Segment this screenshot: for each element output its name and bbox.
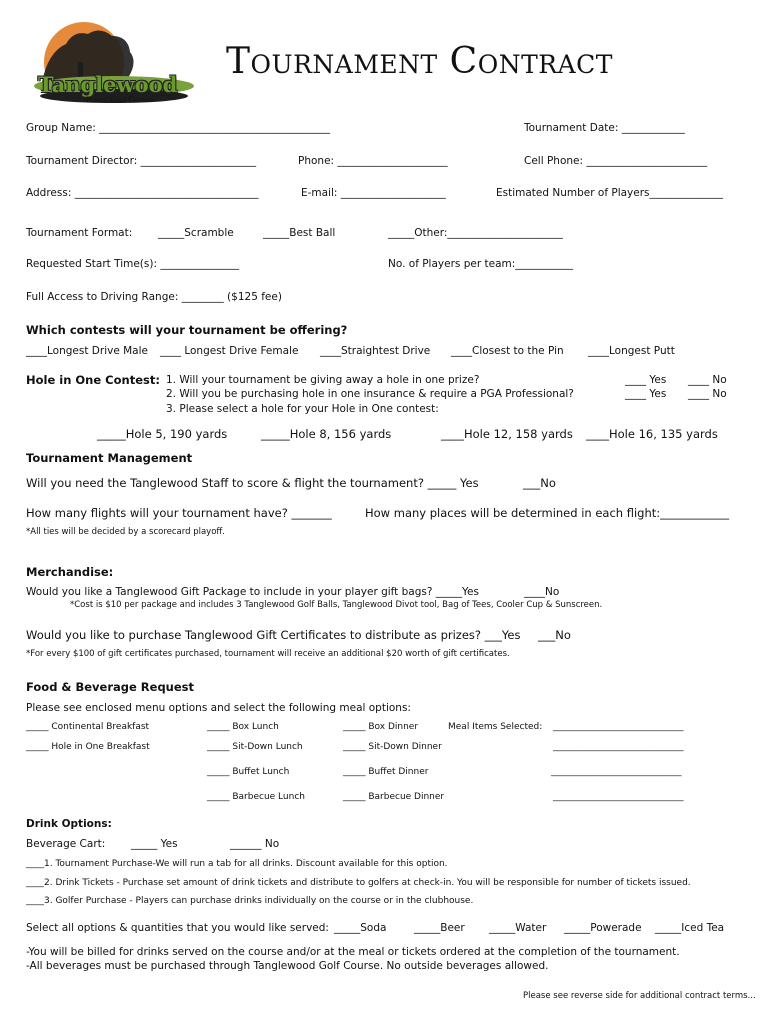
- hole-16-option[interactable]: ____Hole 16, 135 yards: [586, 427, 718, 441]
- driving-range-field[interactable]: Full Access to Driving Range: ________ ($125 fee): [26, 291, 282, 303]
- meal-continental-breakfast[interactable]: _____ Continental Breakfast: [26, 722, 150, 732]
- address-field[interactable]: Address: ___________________________________: [26, 187, 259, 199]
- drink-iced-tea-option[interactable]: _____Iced Tea: [655, 922, 725, 934]
- footer-note: Please see reverse side for additional contract terms...: [523, 991, 756, 1001]
- billing-note-1: -You will be billed for drinks served on the course and/or at the meal or tickets ordered at the completion of the tournament.: [26, 946, 680, 958]
- hio-question-3: 3. Please select a hole for your Hole in One contest:: [166, 403, 439, 415]
- drink-option-3[interactable]: ____3. Golfer Purchase - Players can purchase drinks individually on the course or in the clubhouse.: [26, 896, 474, 906]
- format-other-option[interactable]: _____Other:______________________: [388, 227, 563, 239]
- email-field[interactable]: E-mail: ____________________: [301, 187, 446, 199]
- players-per-team-field[interactable]: No. of Players per team:___________: [388, 258, 574, 270]
- hio-q1-no[interactable]: ____ No: [688, 374, 727, 386]
- meal-buffet-dinner[interactable]: _____ Buffet Dinner: [343, 767, 429, 777]
- gift-package-question[interactable]: Would you like a Tanglewood Gift Package to include in your player gift bags? _____Yes: [26, 586, 479, 598]
- hio-q2-no[interactable]: ____ No: [688, 388, 727, 400]
- hio-question-1: 1. Will your tournament be giving away a hole in one prize?: [166, 374, 480, 386]
- drink-options-heading: Drink Options:: [26, 818, 112, 830]
- staff-scoring-question[interactable]: Will you need the Tanglewood Staff to score & flight the tournament? _____ Yes: [26, 476, 479, 490]
- ties-note: *All ties will be decided by a scorecard playoff.: [26, 527, 225, 537]
- hio-q2-yes[interactable]: ____ Yes: [625, 388, 667, 400]
- hio-question-2: 2. Will you be purchasing hole in one insurance & require a PGA Professional?: [166, 388, 574, 400]
- contest-closest-pin[interactable]: ____Closest to the Pin: [451, 345, 564, 357]
- meal-items-label: Meal Items Selected:: [448, 722, 543, 732]
- tournament-date-field[interactable]: Tournament Date: ____________: [524, 122, 685, 134]
- beverage-cart-yes[interactable]: _____ Yes: [131, 838, 178, 850]
- meal-items-line-4[interactable]: _____________________________: [553, 792, 684, 802]
- contest-straightest-drive[interactable]: ____Straightest Drive: [320, 345, 431, 357]
- meal-items-line-2[interactable]: _____________________________: [553, 742, 684, 752]
- gift-certificate-no[interactable]: ___No: [538, 628, 571, 642]
- drink-option-1[interactable]: ____1. Tournament Purchase-We will run a tab for all drinks. Discount available for this option.: [26, 859, 448, 869]
- drink-water-option[interactable]: _____Water: [489, 922, 547, 934]
- beverage-cart-label: Beverage Cart:: [26, 838, 106, 850]
- meal-hole-in-one-breakfast[interactable]: _____ Hole in One Breakfast: [26, 742, 150, 752]
- drink-select-label: Select all options & quantities that you would like served:: [26, 922, 329, 934]
- drink-beer-option[interactable]: _____Beer: [414, 922, 465, 934]
- phone-field[interactable]: Phone: _____________________: [298, 155, 448, 167]
- cell-phone-field[interactable]: Cell Phone: _______________________: [524, 155, 708, 167]
- tournament-format-label: Tournament Format:: [26, 227, 133, 239]
- flights-question[interactable]: How many flights will your tournament have? _______: [26, 506, 332, 520]
- page-title: Tournament Contract: [226, 41, 613, 82]
- meal-barbecue-dinner[interactable]: _____ Barbecue Dinner: [343, 792, 445, 802]
- meal-buffet-lunch[interactable]: _____ Buffet Lunch: [207, 767, 290, 777]
- hole-12-option[interactable]: ____Hole 12, 158 yards: [441, 427, 573, 441]
- hole-8-option[interactable]: _____Hole 8, 156 yards: [261, 427, 392, 441]
- format-best-ball-option[interactable]: _____Best Ball: [263, 227, 336, 239]
- billing-note-2: -All beverages must be purchased through Tanglewood Golf Course. No outside beverages allowed.: [26, 960, 549, 972]
- drink-soda-option[interactable]: _____Soda: [334, 922, 387, 934]
- hole-in-one-label: Hole in One Contest:: [26, 373, 160, 387]
- drink-option-2[interactable]: ____2. Drink Tickets - Purchase set amount of drink tickets and distribute to golfers at check-in. You will be responsible for number of tickets issued.: [26, 878, 691, 888]
- gift-package-cost-note: *Cost is $10 per package and includes 3 Tanglewood Golf Balls, Tanglewood Divot tool, Bag of Tees, Cooler Cup & Sunscreen.: [70, 600, 603, 610]
- tournament-director-field[interactable]: Tournament Director: ______________________: [26, 155, 257, 167]
- food-beverage-heading: Food & Beverage Request: [26, 680, 195, 694]
- tanglewood-logo: [28, 22, 198, 108]
- meal-box-dinner[interactable]: _____ Box Dinner: [343, 722, 419, 732]
- meal-barbecue-lunch[interactable]: _____ Barbecue Lunch: [207, 792, 305, 802]
- management-heading: Tournament Management: [26, 451, 193, 465]
- logo-subtitle: Public Golf Course: [86, 96, 154, 104]
- meal-sitdown-lunch[interactable]: _____ Sit-Down Lunch: [207, 742, 303, 752]
- gift-certificate-note: *For every $100 of gift certificates purchased, tournament will receive an additional $20 worth of gift certificates.: [26, 649, 510, 659]
- meal-items-line-1[interactable]: _____________________________: [553, 722, 684, 732]
- meal-intro: Please see enclosed menu options and select the following meal options:: [26, 702, 411, 714]
- gift-certificate-question[interactable]: Would you like to purchase Tanglewood Gift Certificates to distribute as prizes? ___Yes: [26, 628, 521, 642]
- places-question[interactable]: How many places will be determined in each flight:____________: [365, 506, 730, 520]
- contest-longest-drive-male[interactable]: ____Longest Drive Male: [26, 345, 148, 357]
- group-name-field[interactable]: Group Name: ____________________________________________: [26, 122, 331, 134]
- format-scramble-option[interactable]: _____Scramble: [158, 227, 234, 239]
- meal-box-lunch[interactable]: _____ Box Lunch: [207, 722, 279, 732]
- drink-powerade-option[interactable]: _____Powerade: [564, 922, 642, 934]
- contest-longest-drive-female[interactable]: ____ Longest Drive Female: [160, 345, 299, 357]
- contest-longest-putt[interactable]: ____Longest Putt: [588, 345, 675, 357]
- staff-scoring-no[interactable]: ___No: [523, 476, 556, 490]
- gift-package-no[interactable]: ____No: [524, 586, 560, 598]
- hio-q1-yes[interactable]: ____ Yes: [625, 374, 667, 386]
- meal-sitdown-dinner[interactable]: _____ Sit-Down Dinner: [343, 742, 442, 752]
- estimated-players-field[interactable]: Estimated Number of Players______________: [496, 187, 724, 199]
- logo-wordmark: Tanglewood: [38, 72, 178, 97]
- meal-items-line-3[interactable]: _____________________________: [551, 767, 682, 777]
- merchandise-heading: Merchandise:: [26, 565, 114, 579]
- hole-5-option[interactable]: _____Hole 5, 190 yards: [97, 427, 228, 441]
- start-time-field[interactable]: Requested Start Time(s): _______________: [26, 258, 240, 270]
- beverage-cart-no[interactable]: ______ No: [230, 838, 280, 850]
- contests-heading: Which contests will your tournament be offering?: [26, 323, 348, 337]
